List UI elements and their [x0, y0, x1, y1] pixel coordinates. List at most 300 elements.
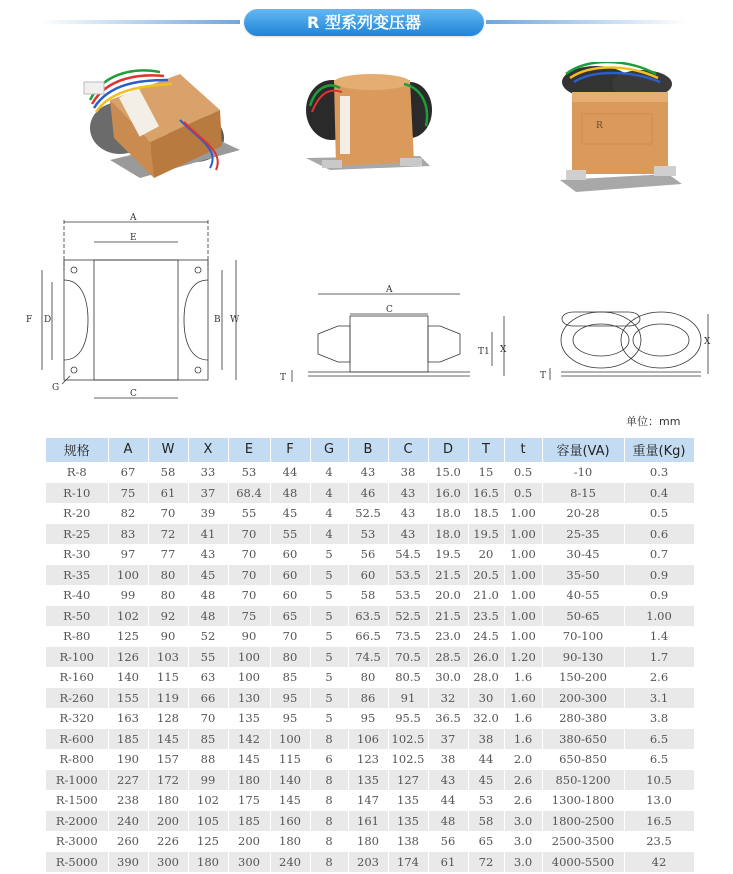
table-cell: 105: [188, 811, 228, 832]
transformer-photo-3: [556, 62, 686, 197]
table-cell: 8: [310, 811, 348, 832]
table-cell: 147: [348, 790, 388, 811]
table-row: [46, 770, 694, 791]
table-cell: 106: [348, 729, 388, 750]
table-cell: 8: [310, 729, 348, 750]
table-cell: 28.0: [468, 667, 504, 688]
table-cell: 180: [228, 770, 270, 791]
table-cell: 2.6: [504, 790, 542, 811]
table-cell: 80: [148, 585, 188, 606]
table-cell: R-80: [46, 626, 108, 647]
table-cell: 115: [270, 749, 310, 770]
table-row: [46, 647, 694, 668]
table-cell: 185: [108, 729, 148, 750]
table-cell: 42: [624, 852, 694, 873]
table-cell: 55: [270, 524, 310, 545]
table-cell: 175: [228, 790, 270, 811]
table-cell: 145: [270, 790, 310, 811]
table-cell: 60: [270, 565, 310, 586]
side-label-t: T: [280, 373, 287, 383]
table-cell: 43: [188, 544, 228, 565]
top-label-x: X: [704, 337, 711, 347]
table-cell: 54.5: [388, 544, 428, 565]
table-cell: R-1000: [46, 770, 108, 791]
table-cell: 1300-1800: [542, 790, 624, 811]
table-cell: 45: [188, 565, 228, 586]
page-title: R 型系列变压器: [244, 9, 484, 36]
table-cell: 99: [188, 770, 228, 791]
table-cell: 145: [148, 729, 188, 750]
table-cell: 30-45: [542, 544, 624, 565]
table-row: [46, 852, 694, 873]
table-cell: 77: [148, 544, 188, 565]
table-cell: 125: [108, 626, 148, 647]
table-cell: 80: [148, 565, 188, 586]
table-cell: 142: [228, 729, 270, 750]
table-cell: 5: [310, 667, 348, 688]
table-row: [46, 729, 694, 750]
table-cell: 45: [468, 770, 504, 791]
column-header: C: [388, 438, 428, 462]
table-cell: 1.00: [504, 626, 542, 647]
table-cell: R-320: [46, 708, 108, 729]
table-cell: 23.5: [624, 831, 694, 852]
table-cell: 226: [148, 831, 188, 852]
table-cell: 26.0: [468, 647, 504, 668]
table-cell: 16.5: [624, 811, 694, 832]
table-cell: 50-65: [542, 606, 624, 627]
table-cell: 48: [270, 483, 310, 504]
table-cell: 100: [228, 667, 270, 688]
table-cell: 135: [228, 708, 270, 729]
table-cell: 200-300: [542, 688, 624, 709]
table-cell: 46: [348, 483, 388, 504]
table-cell: 1.00: [504, 606, 542, 627]
table-cell: 75: [108, 483, 148, 504]
table-cell: 200: [148, 811, 188, 832]
table-cell: 123: [348, 749, 388, 770]
table-cell: 85: [270, 667, 310, 688]
table-cell: 140: [108, 667, 148, 688]
table-cell: 88: [188, 749, 228, 770]
table-cell: 40-55: [542, 585, 624, 606]
table-cell: 15: [468, 462, 504, 483]
table-cell: 20.0: [428, 585, 468, 606]
table-cell: 4: [310, 483, 348, 504]
table-cell: R-40: [46, 585, 108, 606]
table-cell: 145: [228, 749, 270, 770]
table-cell: 72: [148, 524, 188, 545]
table-cell: 56: [348, 544, 388, 565]
table-cell: 1.00: [504, 524, 542, 545]
table-cell: 32: [428, 688, 468, 709]
table-cell: 8-15: [542, 483, 624, 504]
table-cell: 20-28: [542, 503, 624, 524]
table-cell: R-600: [46, 729, 108, 750]
column-header: 规格: [46, 438, 108, 462]
table-cell: 155: [108, 688, 148, 709]
table-cell: 43: [388, 503, 428, 524]
table-cell: 55: [188, 647, 228, 668]
table-cell: 73.5: [388, 626, 428, 647]
table-cell: 18.0: [428, 524, 468, 545]
table-cell: 0.4: [624, 483, 694, 504]
table-cell: 135: [388, 790, 428, 811]
table-cell: 174: [388, 852, 428, 873]
table-cell: 1.00: [504, 585, 542, 606]
table-header-row: [46, 438, 694, 462]
table-row: [46, 667, 694, 688]
table-cell: R-260: [46, 688, 108, 709]
table-cell: 6.5: [624, 749, 694, 770]
table-cell: 68.4: [228, 483, 270, 504]
table-cell: 180: [148, 790, 188, 811]
table-cell: 70: [228, 565, 270, 586]
side-label-x: X: [500, 345, 507, 355]
table-row: [46, 626, 694, 647]
table-cell: 5: [310, 626, 348, 647]
table-cell: 1.00: [504, 544, 542, 565]
table-cell: 38: [468, 729, 504, 750]
table-cell: 80: [348, 667, 388, 688]
table-cell: 180: [348, 831, 388, 852]
table-cell: 91: [388, 688, 428, 709]
table-cell: 86: [348, 688, 388, 709]
table-cell: 102: [188, 790, 228, 811]
unit-label: 单位：mm: [626, 415, 681, 428]
table-cell: R-800: [46, 749, 108, 770]
table-cell: 0.9: [624, 585, 694, 606]
table-cell: 60: [348, 565, 388, 586]
table-cell: R-5000: [46, 852, 108, 873]
table-cell: 119: [148, 688, 188, 709]
table-cell: 20: [468, 544, 504, 565]
table-cell: 60: [270, 544, 310, 565]
table-cell: 43: [388, 524, 428, 545]
spec-table: [46, 438, 695, 872]
table-cell: 135: [348, 770, 388, 791]
table-cell: 1.6: [504, 729, 542, 750]
front-label-g: G: [52, 383, 60, 393]
table-cell: 380-650: [542, 729, 624, 750]
table-cell: 0.3: [624, 462, 694, 483]
table-cell: 56: [428, 831, 468, 852]
table-row: [46, 585, 694, 606]
table-cell: 28.5: [428, 647, 468, 668]
table-row: [46, 688, 694, 709]
table-cell: 37: [428, 729, 468, 750]
table-cell: R-25: [46, 524, 108, 545]
table-row: [46, 749, 694, 770]
table-cell: 82: [108, 503, 148, 524]
table-cell: 70: [148, 503, 188, 524]
column-header: W: [148, 438, 188, 462]
table-cell: 43: [388, 483, 428, 504]
table-cell: 300: [148, 852, 188, 873]
table-cell: 21.5: [428, 606, 468, 627]
table-cell: 172: [148, 770, 188, 791]
side-label-t1: T1: [478, 347, 490, 357]
table-cell: 4000-5500: [542, 852, 624, 873]
table-cell: 41: [188, 524, 228, 545]
table-cell: 280-380: [542, 708, 624, 729]
table-cell: 5: [310, 647, 348, 668]
table-cell: 1.00: [504, 565, 542, 586]
table-cell: 6.5: [624, 729, 694, 750]
table-cell: R-35: [46, 565, 108, 586]
table-cell: 35-50: [542, 565, 624, 586]
table-row: [46, 811, 694, 832]
table-cell: 140: [270, 770, 310, 791]
table-row: [46, 831, 694, 852]
table-row: [46, 544, 694, 565]
table-cell: 2.6: [624, 667, 694, 688]
table-cell: 61: [428, 852, 468, 873]
table-cell: 97: [108, 544, 148, 565]
table-cell: R-30: [46, 544, 108, 565]
table-row: [46, 790, 694, 811]
table-cell: 102: [108, 606, 148, 627]
table-cell: 157: [148, 749, 188, 770]
table-cell: 100: [108, 565, 148, 586]
table-cell: 70.5: [388, 647, 428, 668]
table-cell: 65: [270, 606, 310, 627]
table-cell: 52.5: [348, 503, 388, 524]
table-cell: 18.0: [428, 503, 468, 524]
table-cell: 650-850: [542, 749, 624, 770]
table-cell: 5: [310, 688, 348, 709]
table-cell: 127: [388, 770, 428, 791]
column-header: 重量(Kg): [624, 438, 694, 462]
table-cell: 53: [348, 524, 388, 545]
table-cell: 90: [148, 626, 188, 647]
side-label-c: C: [386, 305, 393, 315]
table-cell: 2500-3500: [542, 831, 624, 852]
table-row: [46, 524, 694, 545]
table-cell: 238: [108, 790, 148, 811]
table-cell: 180: [270, 831, 310, 852]
table-cell: 30.0: [428, 667, 468, 688]
table-cell: 115: [148, 667, 188, 688]
table-cell: 5: [310, 565, 348, 586]
table-cell: R-8: [46, 462, 108, 483]
table-cell: 43: [348, 462, 388, 483]
header-rule-right: [486, 20, 686, 24]
table-cell: 48: [428, 811, 468, 832]
table-cell: 180: [188, 852, 228, 873]
table-cell: 99: [108, 585, 148, 606]
table-cell: 0.9: [624, 565, 694, 586]
table-cell: 8: [310, 852, 348, 873]
table-cell: 390: [108, 852, 148, 873]
table-cell: 13.0: [624, 790, 694, 811]
table-cell: R-10: [46, 483, 108, 504]
table-cell: 1.4: [624, 626, 694, 647]
column-header: T: [468, 438, 504, 462]
table-cell: 72: [468, 852, 504, 873]
table-cell: 200: [228, 831, 270, 852]
table-cell: 190: [108, 749, 148, 770]
table-cell: 52: [188, 626, 228, 647]
table-cell: 0.5: [504, 462, 542, 483]
table-cell: 58: [348, 585, 388, 606]
table-cell: 5: [310, 708, 348, 729]
table-cell: 5: [310, 544, 348, 565]
table-cell: 1.00: [504, 503, 542, 524]
table-row: [46, 462, 694, 483]
table-cell: 20.5: [468, 565, 504, 586]
table-cell: 103: [148, 647, 188, 668]
table-cell: 66.5: [348, 626, 388, 647]
table-cell: 19.5: [428, 544, 468, 565]
table-cell: 130: [228, 688, 270, 709]
table-cell: 18.5: [468, 503, 504, 524]
table-cell: 60: [270, 585, 310, 606]
table-row: [46, 483, 694, 504]
table-row: [46, 606, 694, 627]
table-cell: 2.6: [504, 770, 542, 791]
table-cell: R-2000: [46, 811, 108, 832]
table-cell: 53.5: [388, 565, 428, 586]
table-cell: 160: [270, 811, 310, 832]
table-cell: R-3000: [46, 831, 108, 852]
table-cell: 58: [468, 811, 504, 832]
table-cell: 44: [468, 749, 504, 770]
header-rule-left: [40, 20, 240, 24]
top-view-drawing: [536, 300, 726, 390]
column-header: X: [188, 438, 228, 462]
table-cell: 135: [388, 811, 428, 832]
table-cell: 95.5: [388, 708, 428, 729]
table-cell: 125: [188, 831, 228, 852]
side-view-drawing: [278, 282, 518, 392]
table-cell: 90: [228, 626, 270, 647]
table-cell: 15.0: [428, 462, 468, 483]
column-header: D: [428, 438, 468, 462]
table-cell: 8: [310, 831, 348, 852]
table-cell: 39: [188, 503, 228, 524]
table-cell: 70: [228, 524, 270, 545]
column-header: B: [348, 438, 388, 462]
table-cell: 1.6: [504, 667, 542, 688]
table-cell: 48: [188, 585, 228, 606]
table-cell: 128: [148, 708, 188, 729]
table-cell: 300: [228, 852, 270, 873]
table-cell: 95: [270, 688, 310, 709]
table-cell: 4: [310, 503, 348, 524]
front-label-e: E: [130, 233, 137, 243]
front-label-d: D: [44, 315, 52, 325]
table-cell: 33: [188, 462, 228, 483]
table-cell: 3.0: [504, 811, 542, 832]
table-cell: 138: [388, 831, 428, 852]
table-cell: 70: [270, 626, 310, 647]
column-header: F: [270, 438, 310, 462]
table-cell: R-50: [46, 606, 108, 627]
table-cell: 30: [468, 688, 504, 709]
table-cell: 70-100: [542, 626, 624, 647]
transformer-photo-1: [70, 50, 250, 180]
table-cell: 185: [228, 811, 270, 832]
table-cell: 44: [270, 462, 310, 483]
table-cell: 38: [388, 462, 428, 483]
table-cell: 100: [228, 647, 270, 668]
table-cell: 53.5: [388, 585, 428, 606]
table-cell: 45: [270, 503, 310, 524]
table-cell: R-160: [46, 667, 108, 688]
table-cell: 3.0: [504, 852, 542, 873]
table-cell: 150-200: [542, 667, 624, 688]
table-cell: 37: [188, 483, 228, 504]
table-cell: 63: [188, 667, 228, 688]
table-cell: 1800-2500: [542, 811, 624, 832]
transformer-photo-2: [300, 66, 440, 186]
table-cell: 61: [148, 483, 188, 504]
table-cell: R-20: [46, 503, 108, 524]
table-cell: 3.1: [624, 688, 694, 709]
table-cell: 161: [348, 811, 388, 832]
table-cell: 1.20: [504, 647, 542, 668]
front-view-drawing: [22, 210, 252, 410]
table-cell: 240: [270, 852, 310, 873]
table-cell: 58: [148, 462, 188, 483]
table-cell: 8: [310, 770, 348, 791]
table-cell: 4: [310, 462, 348, 483]
table-cell: R-1500: [46, 790, 108, 811]
table-cell: 53: [468, 790, 504, 811]
front-label-c: C: [130, 389, 137, 399]
column-header: t: [504, 438, 542, 462]
table-cell: 203: [348, 852, 388, 873]
table-cell: 3.8: [624, 708, 694, 729]
table-cell: 0.7: [624, 544, 694, 565]
side-label-a: A: [386, 285, 393, 295]
front-label-b: B: [214, 315, 221, 325]
table-cell: 10.5: [624, 770, 694, 791]
column-header: G: [310, 438, 348, 462]
table-cell: 227: [108, 770, 148, 791]
table-cell: 24.5: [468, 626, 504, 647]
table-row: [46, 503, 694, 524]
table-cell: 53: [228, 462, 270, 483]
table-cell: 2.0: [504, 749, 542, 770]
table-cell: 8: [310, 790, 348, 811]
table-cell: 38: [428, 749, 468, 770]
table-cell: 16.0: [428, 483, 468, 504]
table-cell: 16.5: [468, 483, 504, 504]
table-cell: 163: [108, 708, 148, 729]
table-cell: 0.6: [624, 524, 694, 545]
table-cell: 95: [348, 708, 388, 729]
front-label-w: W: [230, 315, 240, 325]
table-cell: 44: [428, 790, 468, 811]
table-cell: 21.5: [428, 565, 468, 586]
table-cell: 850-1200: [542, 770, 624, 791]
column-header: A: [108, 438, 148, 462]
table-cell: 19.5: [468, 524, 504, 545]
table-cell: 80.5: [388, 667, 428, 688]
table-cell: 63.5: [348, 606, 388, 627]
table-cell: 95: [270, 708, 310, 729]
top-label-t: T: [540, 371, 547, 381]
table-cell: 1.7: [624, 647, 694, 668]
table-cell: 240: [108, 811, 148, 832]
table-cell: 102.5: [388, 749, 428, 770]
table-cell: 75: [228, 606, 270, 627]
table-cell: 70: [228, 585, 270, 606]
table-cell: 66: [188, 688, 228, 709]
table-cell: 100: [270, 729, 310, 750]
